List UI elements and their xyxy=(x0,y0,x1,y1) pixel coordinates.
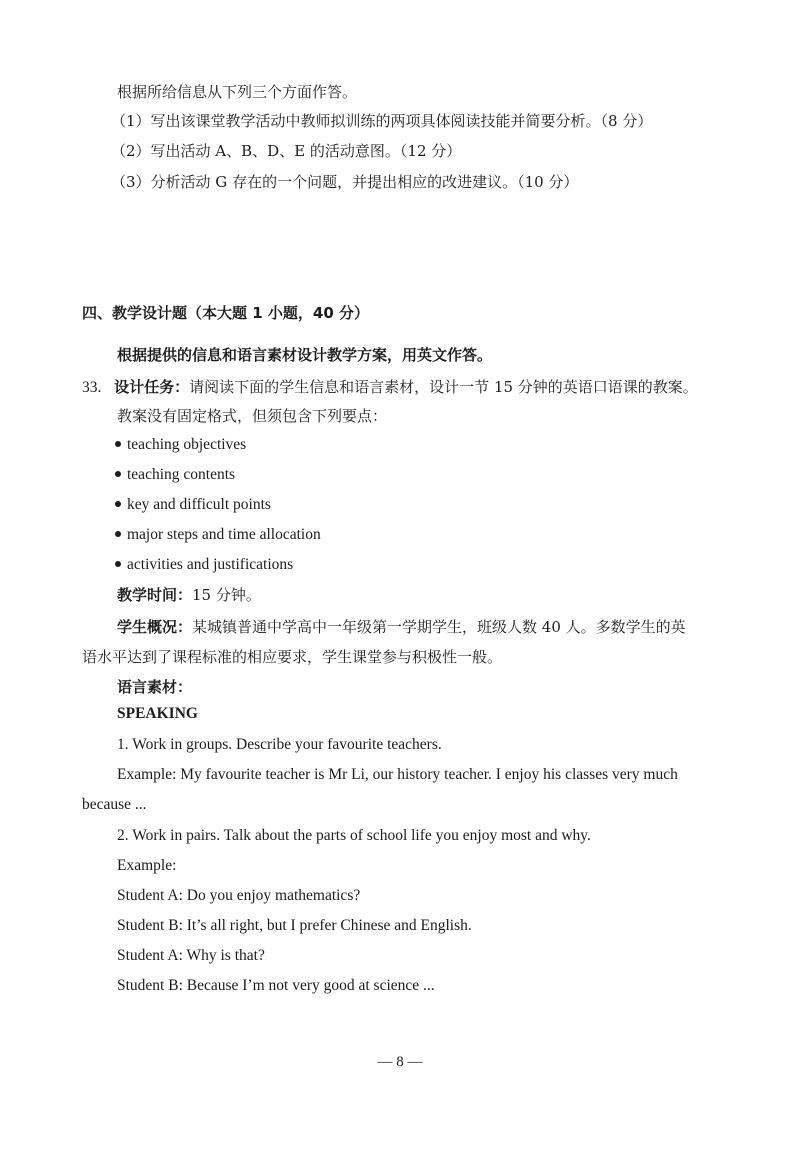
bullet-icon xyxy=(115,561,121,567)
material-label: 语言素材： xyxy=(117,678,193,696)
point-text: teaching contents xyxy=(127,466,236,483)
bullet-icon xyxy=(115,501,121,507)
students-overview xyxy=(117,617,686,637)
speaking-task-2: 2. Work in pairs. Talk about the parts of school life you enjoy most and why. xyxy=(117,827,591,844)
point-item xyxy=(115,555,293,575)
format-note: 教案没有固定格式，但须包含下列要点： xyxy=(117,407,388,425)
question-2: （2）写出活动 A、B、D、E 的活动意图。（12 分） xyxy=(111,142,462,160)
task-label: 设计任务： xyxy=(114,378,190,396)
bullet-icon xyxy=(115,471,121,477)
section-subheading: 根据提供的信息和语言素材设计教学方案，用英文作答。 xyxy=(117,346,493,364)
q33-number: 33. xyxy=(82,379,102,396)
point-item xyxy=(115,495,271,515)
speaking-task-1: 1. Work in groups. Describe your favourite teachers. xyxy=(117,736,442,753)
students-text-cont: 语水平达到了课程标准的相应要求，学生课堂参与积极性一般。 xyxy=(82,648,503,666)
time-label: 教学时间： xyxy=(117,586,193,604)
example-1-line-2: because ... xyxy=(82,796,147,813)
dialogue-line: Student A: Do you enjoy mathematics? xyxy=(117,887,361,904)
dialogue-line: Student A: Why is that? xyxy=(117,947,265,964)
bullet-icon xyxy=(115,441,121,447)
example-label: Example: xyxy=(117,857,177,874)
dialogue-line: Student B: Because I’m not very good at science ... xyxy=(117,977,435,994)
question-1: （1）写出该课堂教学活动中教师拟训练的两项具体阅读技能并简要分析。（8 分） xyxy=(111,112,653,130)
teaching-time xyxy=(117,585,261,605)
students-text: 某城镇普通中学高中一年级第一学期学生，班级人数 40 人。多数学生的英 xyxy=(192,618,686,636)
point-text: activities and justifications xyxy=(127,556,294,573)
question-3: （3）分析活动 G 存在的一个问题，并提出相应的改进建议。（10 分） xyxy=(111,173,579,191)
speaking-title: SPEAKING xyxy=(117,705,198,722)
page-number: — 8 — xyxy=(377,1054,423,1070)
point-text: key and difficult points xyxy=(127,496,271,513)
q33-line xyxy=(82,377,698,398)
point-item xyxy=(115,465,235,485)
instruction-intro: 根据所给信息从下列三个方面作答。 xyxy=(117,83,358,101)
students-label: 学生概况： xyxy=(117,618,193,636)
task-text: 请阅读下面的学生信息和语言素材，设计一节 15 分钟的英语口语课的教案。 xyxy=(189,378,698,396)
point-text: teaching objectives xyxy=(127,436,247,453)
time-text: 15 分钟。 xyxy=(192,586,261,604)
point-text: major steps and time allocation xyxy=(127,526,321,543)
bullet-icon xyxy=(115,531,121,537)
example-1-line-1: Example: My favourite teacher is Mr Li, our history teacher. I enjoy his classes very much xyxy=(117,766,678,783)
point-item xyxy=(115,525,321,545)
point-item xyxy=(115,435,246,455)
section-heading: 四、教学设计题（本大题 1 小题，40 分） xyxy=(82,304,369,322)
dialogue-line: Student B: It’s all right, but I prefer Chinese and English. xyxy=(117,917,472,934)
